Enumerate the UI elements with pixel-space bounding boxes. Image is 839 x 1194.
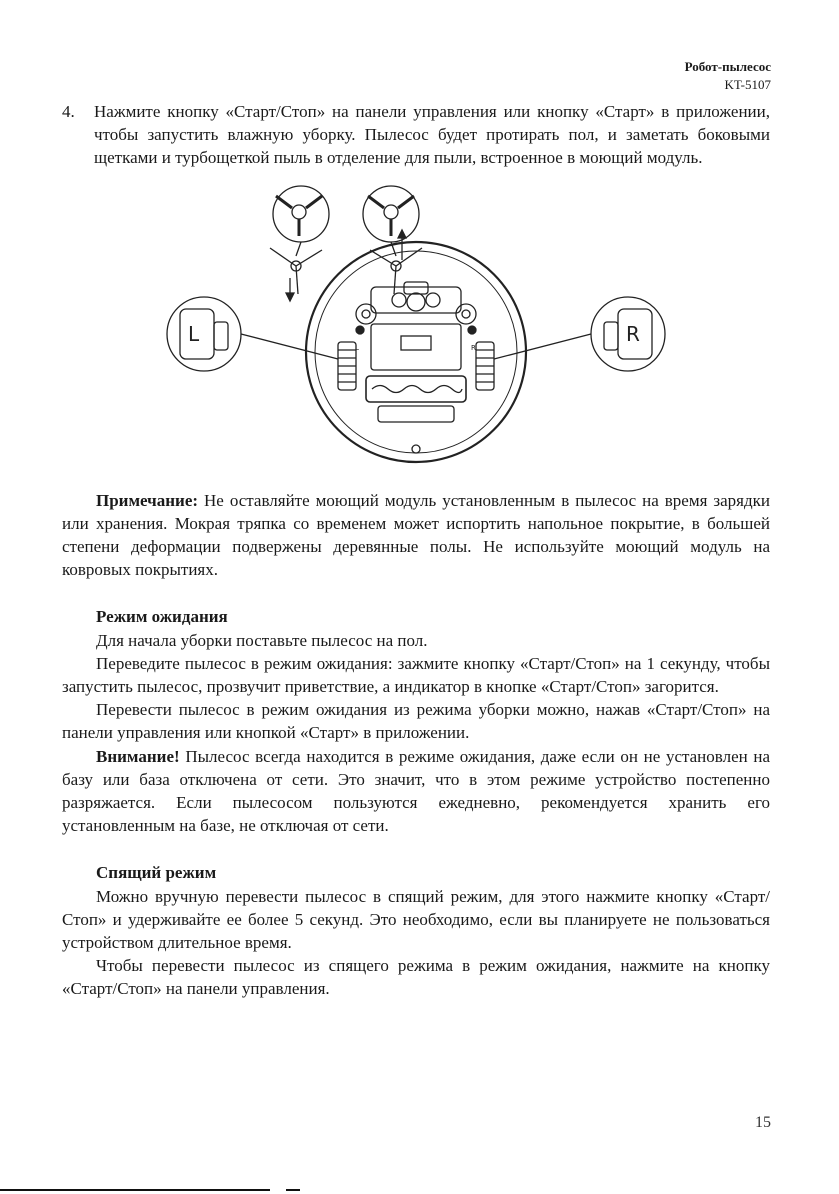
page-content	[62, 100, 770, 1001]
note-label: Примечание:	[96, 490, 199, 510]
sleep-p2: Чтобы перевести пылесос из спящего режима в режим ожидания, нажмите на кнопку «Старт/Стоп» на панели управления.	[62, 956, 770, 999]
warning-text: Пылесос всегда находится в режиме ожидания, даже если он не установлен на базу или база отключена от сети. Это значит, что в этом режиме устройство постепенно разряжается. Если пылесосом пользуются ежедневно, рекомендуется хранить его установленным на базе, не отключая от сети.	[62, 746, 770, 836]
standby-heading: Режим ожидания	[96, 607, 228, 627]
left-label: L	[188, 321, 200, 346]
header-model: KT-5107	[724, 77, 771, 92]
bottom-rule-tick	[286, 1189, 300, 1191]
right-label: R	[626, 321, 640, 346]
standby-p2: Переведите пылесос в режим ожидания: зажмите кнопку «Старт/Стоп» на 1 секунду, чтобы запустить пылесос, прозвучит приветствие, а индикатор в кнопке «Старт/Стоп» загорится.	[62, 653, 770, 697]
standby-p3: Перевести пылесос в режим ожидания из режима уборки можно, нажав «Старт/Стоп» на панели управления или кнопкой «Старт» в приложении.	[62, 700, 770, 743]
running-header	[685, 58, 771, 94]
brush-installation-figure	[166, 184, 666, 469]
step-text: Нажмите кнопку «Старт/Стоп» на панели управления или кнопку «Старт» в приложении, чтобы запустить влажную уборку. Пылесос будет протирать пол, и заметать боковыми щетками и турбощеткой пыль в отделение для пыли, встроенное в моющий модуль.	[94, 102, 770, 168]
warning-label: Внимание!	[96, 746, 180, 766]
note-paragraph	[62, 489, 770, 582]
svg-text:L: L	[355, 343, 359, 352]
page-number: 15	[755, 1114, 771, 1131]
note-text: Не оставляйте моющий модуль установленным в пылесос на время зарядки или хранения. Мокрая тряпка со временем может испортить напольное покрытие, в большей степени деформации подвержены деревянные полы. Не используйте моющий модуль на ковровых покрытиях.	[62, 490, 770, 580]
step-4	[62, 100, 770, 170]
sleep-p1: Можно вручную перевести пылесос в спящий режим, для этого нажмите кнопку «Старт/Стоп» и удерживайте ее более 5 секунд. Это необходимо, если вы планируете не пользоваться устройством длительное время.	[62, 886, 770, 953]
left-brush-closeup	[273, 186, 329, 256]
header-title: Робот-пылесос	[684, 59, 771, 74]
robot-body-outline	[306, 242, 526, 462]
standby-warning	[62, 745, 770, 838]
svg-text:R: R	[471, 343, 476, 352]
standby-p1: Для начала уборки поставьте пылесос на пол.	[96, 630, 428, 650]
step-number: 4.	[62, 102, 75, 121]
bottom-rule	[0, 1189, 270, 1191]
sleep-heading: Спящий режим	[96, 863, 217, 883]
